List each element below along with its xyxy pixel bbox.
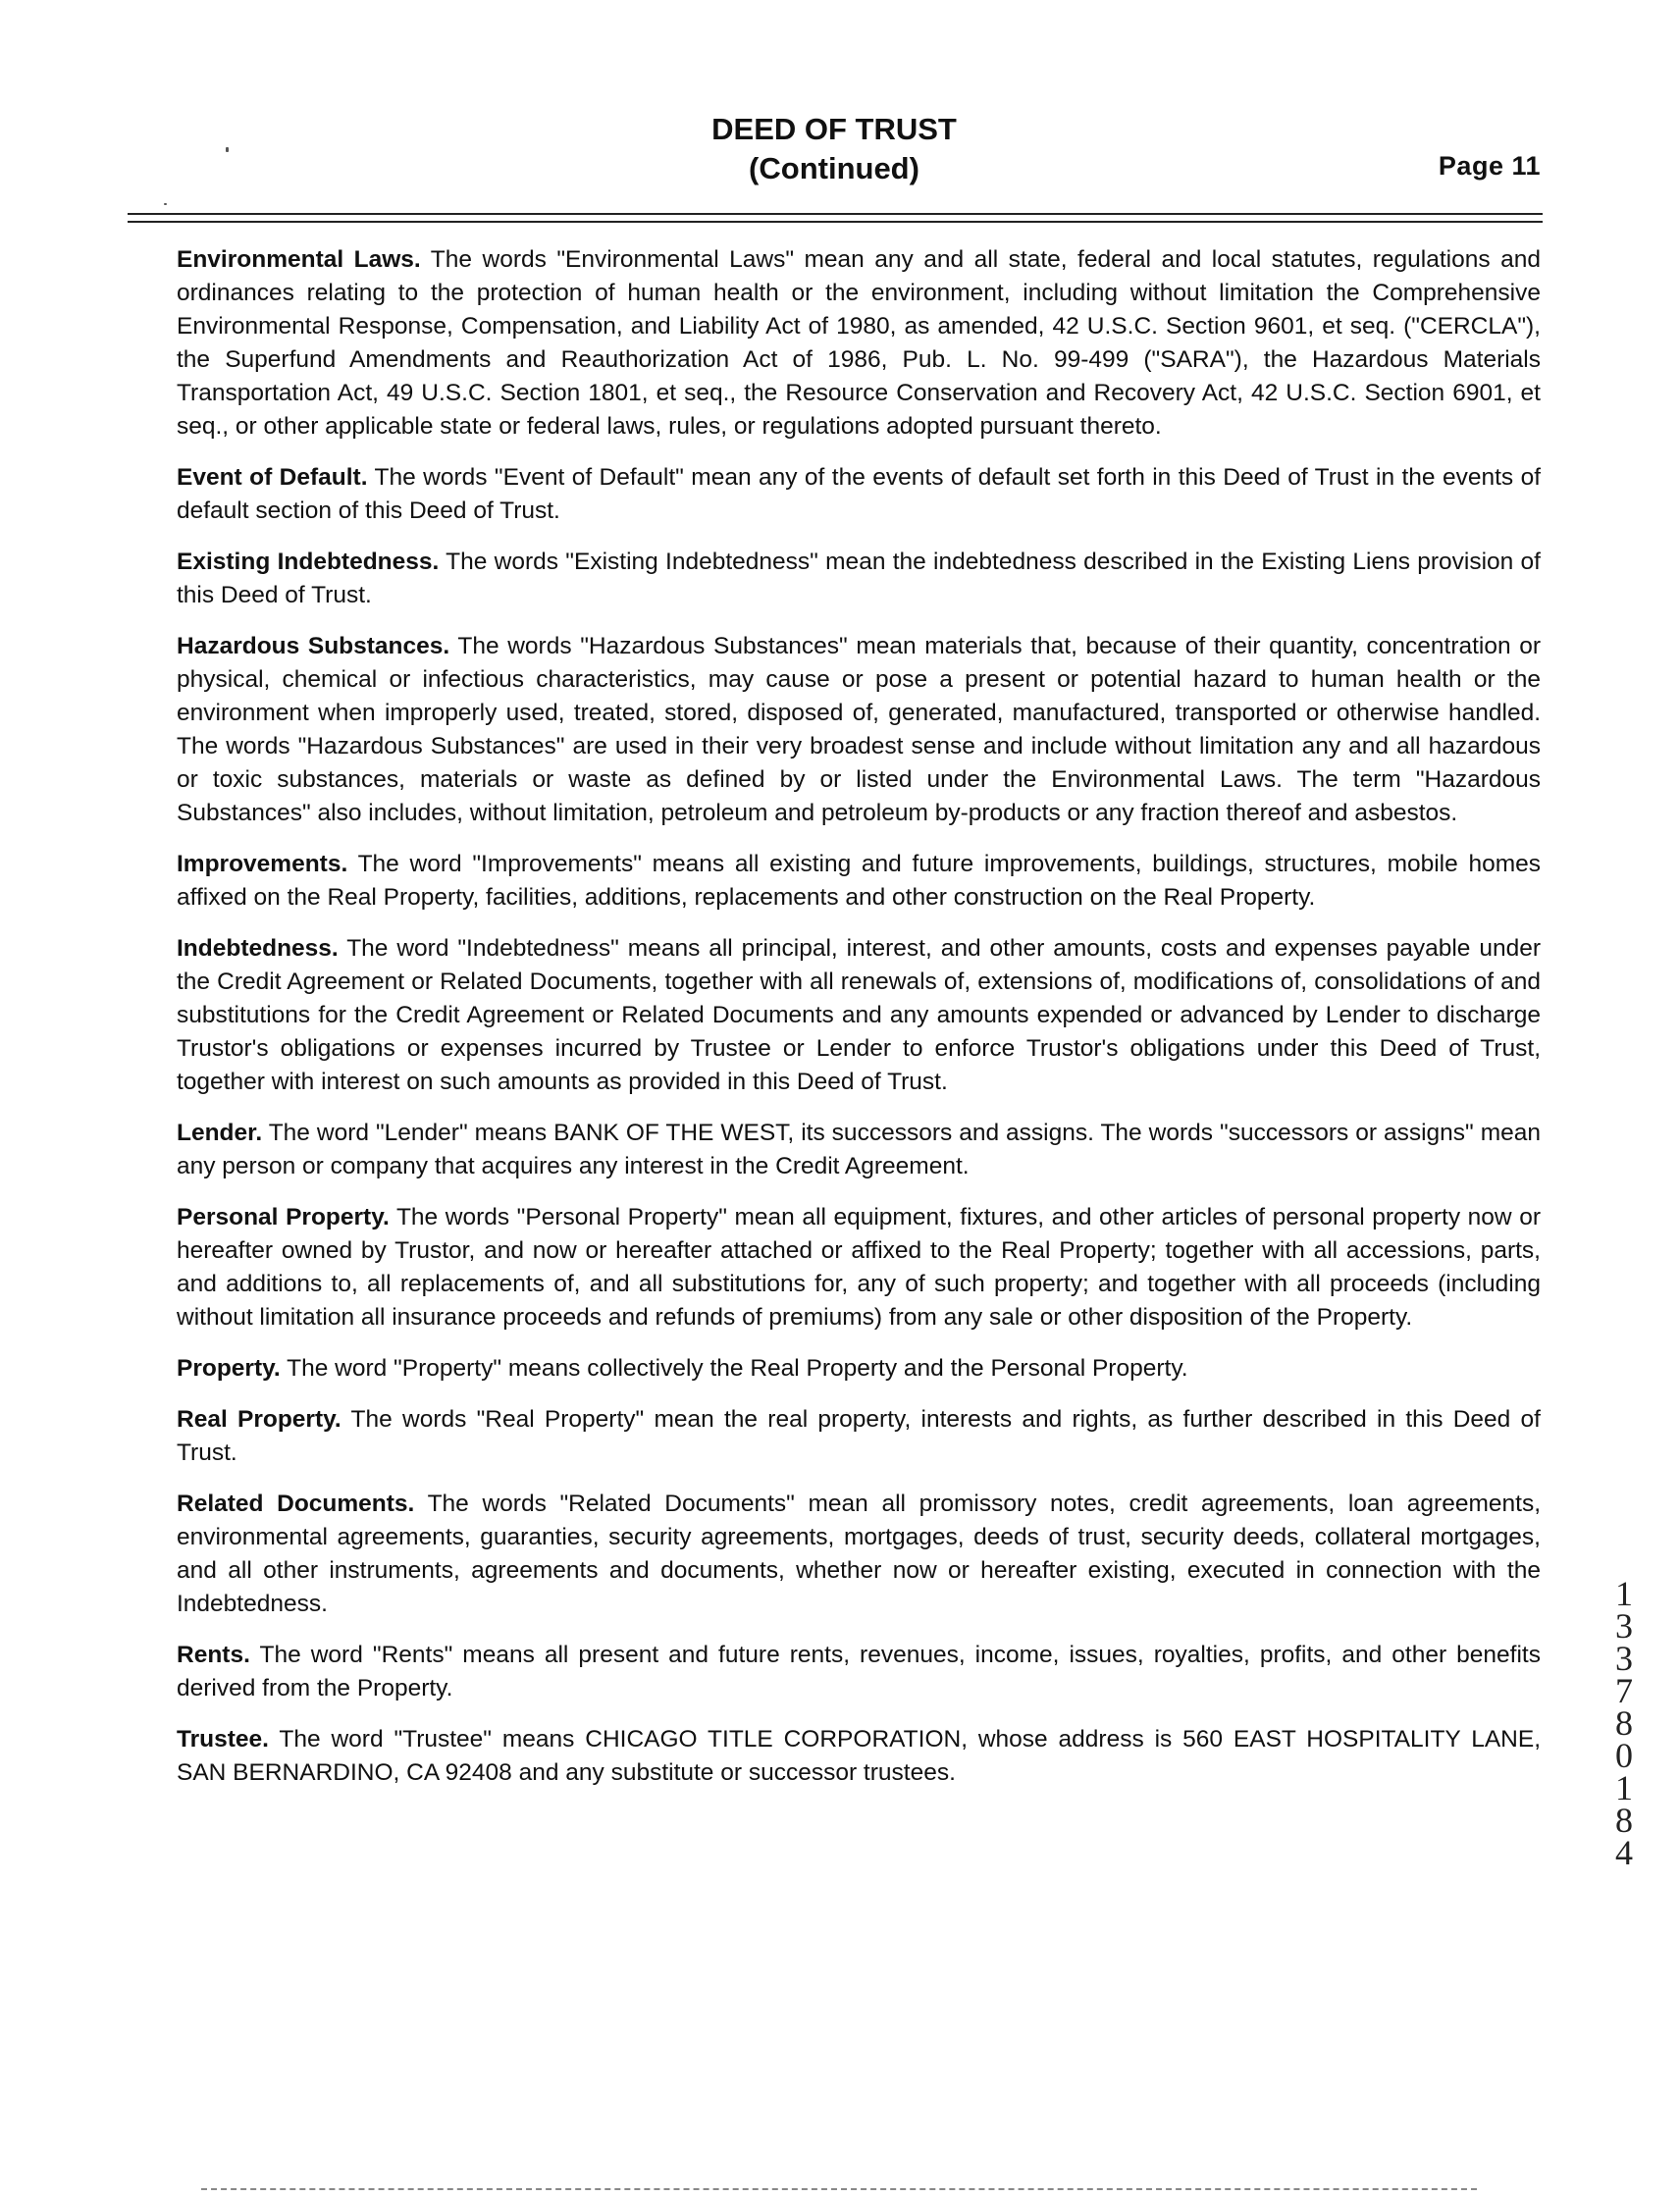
page-number: Page 11 (1438, 151, 1541, 181)
definition-term: Real Property. (177, 1406, 341, 1433)
definition-term: Event of Default. (177, 464, 368, 491)
margin-digit: 1 (1615, 1768, 1633, 1807)
definition-term: Lender. (177, 1120, 263, 1146)
definition-paragraph (177, 1117, 1541, 1183)
definition-paragraph (177, 546, 1541, 612)
margin-digit: 7 (1615, 1671, 1633, 1710)
definition-paragraph (177, 1201, 1541, 1334)
definition-paragraph (177, 932, 1541, 1099)
margin-digit: 8 (1615, 1703, 1633, 1743)
definition-paragraph (177, 243, 1541, 444)
definition-text: The words "Personal Property" mean all equipment, fixtures, and other articles of personal property now or hereafter owned by Trustor, and now or hereafter attached or affixed to the Real Property; together with all accessions, parts, and additions to, all replacements of, and all substitutions for, any of such property; and together with all proceeds (including without limitation all insurance proceeds and refunds of premiums) from any sale or other disposition of the Property. (177, 1204, 1541, 1331)
definition-text: The word "Property" means collectively the Real Property and the Personal Property. (287, 1355, 1188, 1382)
scan-bottom-edge (201, 2188, 1477, 2190)
page-header (128, 108, 1541, 196)
document-subtitle: (Continued) (749, 151, 919, 185)
margin-digit: 3 (1615, 1639, 1633, 1678)
header-divider (128, 221, 1543, 223)
definition-text: The words "Real Property" mean the real property, interests and rights, as further described in this Deed of Trust. (177, 1406, 1541, 1466)
margin-digit: 3 (1615, 1606, 1633, 1646)
definition-term: Rents. (177, 1642, 250, 1668)
definition-term: Improvements. (177, 851, 348, 877)
margin-digit: 1 (1615, 1574, 1633, 1613)
definition-term: Indebtedness. (177, 935, 339, 962)
definition-text: The word "Lender" means BANK OF THE WEST, its successors and assigns. The words "successors or assigns" mean any person or company that acquires any interest in the Credit Agreement. (177, 1120, 1541, 1179)
definition-term: Personal Property. (177, 1204, 390, 1230)
definition-text: The words "Hazardous Substances" mean materials that, because of their quantity, concentration or physical, chemical or infectious characteristics, may cause or pose a present or potential hazard to human health or the environment when improperly used, treated, stored, disposed of, generated, manufactured, transported or otherwise handled. The words "Hazardous Substances" are used in their very broadest sense and include without limitation any and all hazardous or toxic substances, materials or waste as defined by or listed under the Environmental Laws. The term "Hazardous Substances" also includes, without limitation, petroleum and petroleum by-products or any fraction thereof and asbestos. (177, 633, 1542, 826)
header-divider (128, 213, 1543, 215)
definition-text: The word "Indebtedness" means all principal, interest, and other amounts, costs and expenses payable under the Credit Agreement or Related Documents, together with all renewals of, extensions of, modifications of, consolidations of and substitutions for the Credit Agreement or Related Documents and any amounts expended or advanced by Lender to discharge Trustor's obligations or expenses incurred by Trustee or Lender to enforce Trustor's obligations under this Deed of Trust, together with interest on such amounts as provided in this Deed of Trust. (177, 935, 1541, 1095)
definition-paragraph (177, 1352, 1541, 1386)
definition-term: Trustee. (177, 1726, 269, 1753)
scan-speck (164, 203, 167, 205)
definition-text: The word "Improvements" means all existing and future improvements, buildings, structures, mobile homes affixed on the Real Property, facilities, additions, replacements and other construction on the Real Property. (177, 851, 1541, 911)
definition-paragraph (177, 1639, 1541, 1705)
document-title: DEED OF TRUST (711, 112, 957, 146)
margin-document-number (1609, 1574, 1639, 1872)
definition-term: Environmental Laws. (177, 246, 421, 273)
margin-digit: 4 (1615, 1833, 1633, 1872)
definition-text: The words "Event of Default" mean any of the events of default set forth in this Deed of Trust in the events of default section of this Deed of Trust. (177, 464, 1542, 524)
definition-text: The words "Existing Indebtedness" mean the indebtedness described in the Existing Liens provision of this Deed of Trust. (177, 549, 1541, 608)
definition-paragraph (177, 461, 1541, 528)
definition-term: Hazardous Substances. (177, 633, 450, 659)
margin-digit: 0 (1615, 1736, 1633, 1775)
definition-text: The word "Rents" means all present and future rents, revenues, income, issues, royalties, profits, and other benefits derived from the Property. (177, 1642, 1541, 1701)
definition-paragraph (177, 1723, 1541, 1790)
definition-paragraph (177, 1488, 1541, 1621)
definition-paragraph (177, 1403, 1541, 1470)
definition-text: The word "Trustee" means CHICAGO TITLE CORPORATION, whose address is 560 EAST HOSPITALITY LANE, SAN BERNARDINO, CA 92408 and any substitute or successor trustees. (177, 1726, 1542, 1786)
definition-term: Related Documents. (177, 1491, 415, 1517)
definition-paragraph (177, 848, 1541, 915)
definition-term: Existing Indebtedness. (177, 549, 440, 575)
definition-text: The words "Related Documents" mean all promissory notes, credit agreements, loan agreements, environmental agreements, guaranties, security agreements, mortgages, deeds of trust, security deeds, collateral mortgages, and all other instruments, agreements and documents, whether now or hereafter existing, executed in connection with the Indebtedness. (177, 1491, 1541, 1617)
margin-digit: 8 (1615, 1801, 1633, 1840)
definitions-body (177, 243, 1541, 1807)
definition-text: The words "Environmental Laws" mean any and all state, federal and local statutes, regulations and ordinances relating to the protection of human health or the environment, including without limitation the Comprehensive Environmental Response, Compensation, and Liability Act of 1980, as amended, 42 U.S.C. Section 9601, et seq. ("CERCLA"), the Superfund Amendments and Reauthorization Act of 1986, Pub. L. No. 99-499 ("SARA"), the Hazardous Materials Transportation Act, 49 U.S.C. Section 1801, et seq., the Resource Conservation and Recovery Act, 42 U.S.C. Section 6901, et seq., or other applicable state or federal laws, rules, or regulations adopted pursuant thereto. (177, 246, 1541, 440)
definition-paragraph (177, 630, 1541, 830)
definition-term: Property. (177, 1355, 281, 1382)
